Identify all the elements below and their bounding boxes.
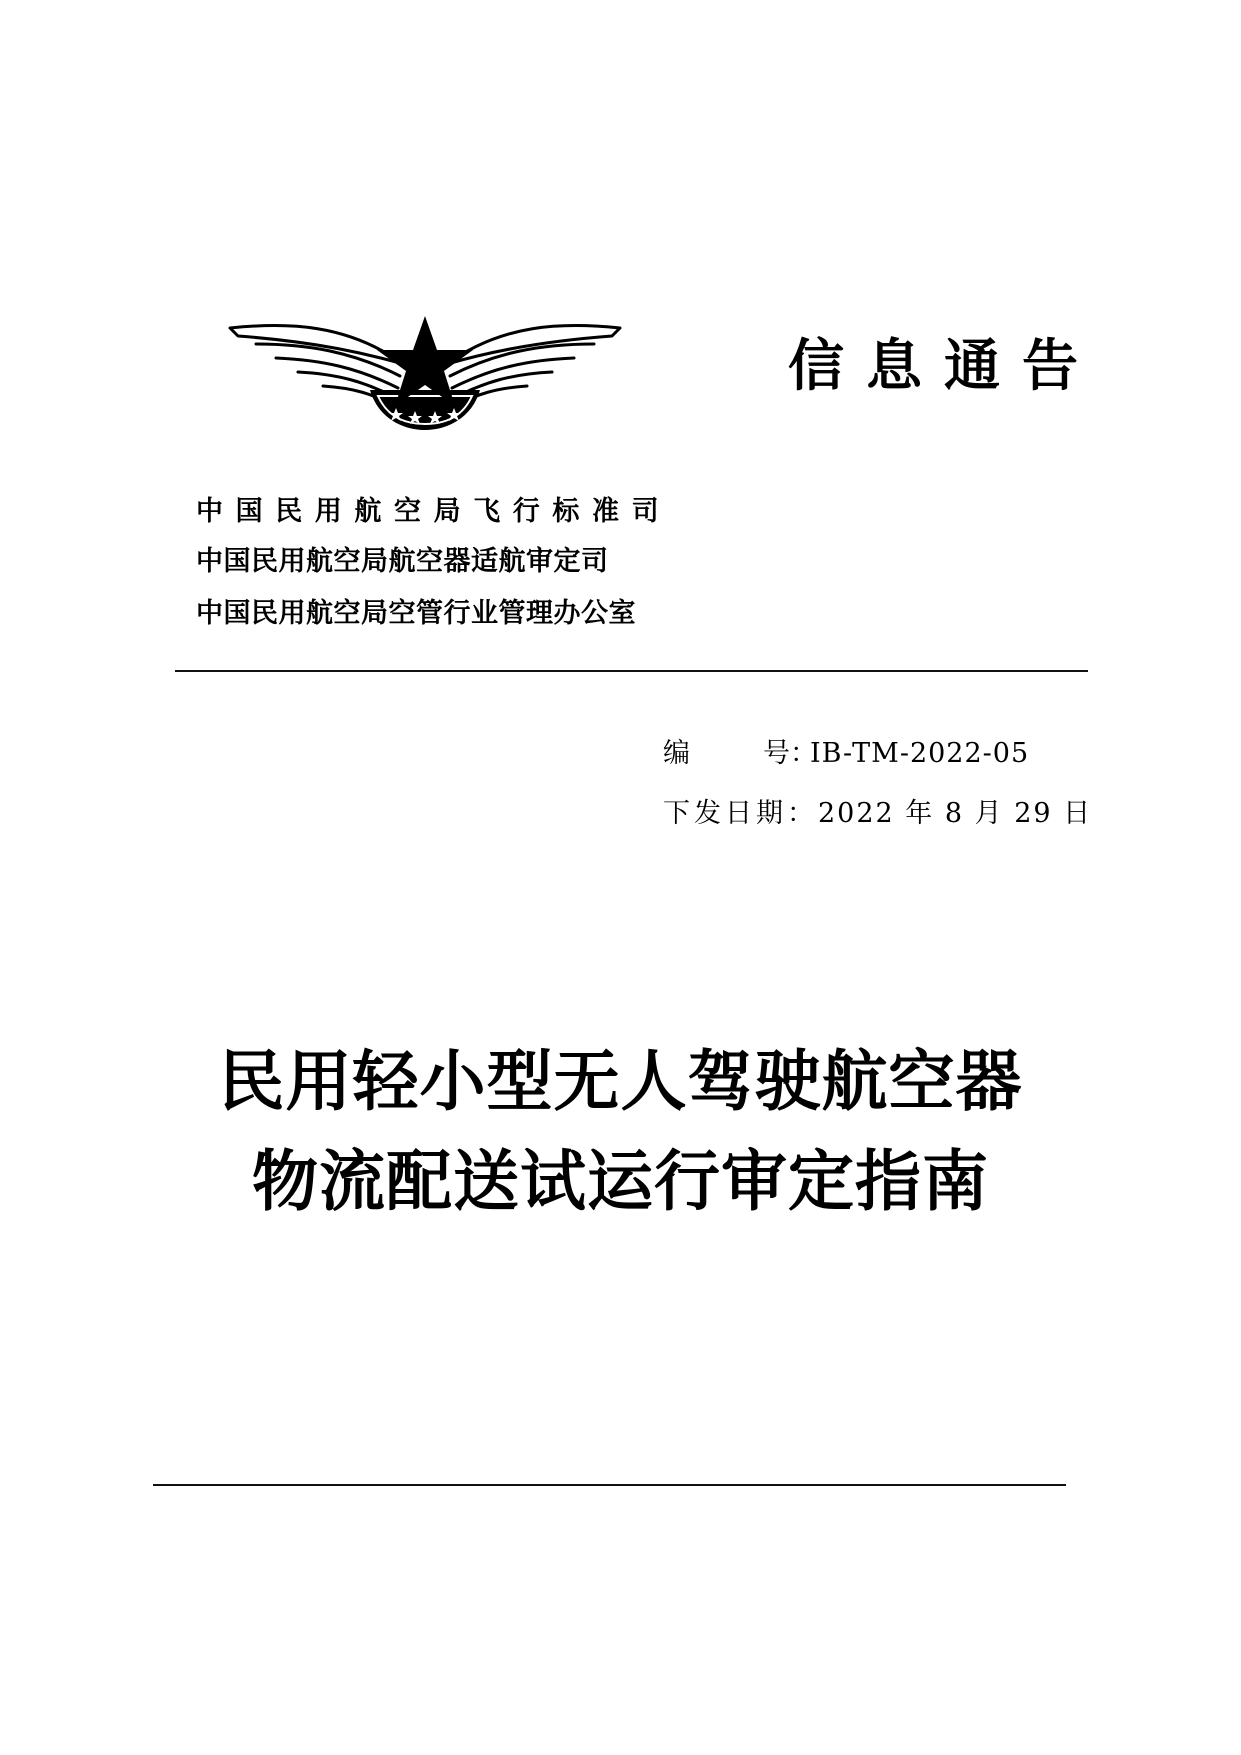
issuer-atm-regulation-office: 中国民用航空局空管行业管理办公室 xyxy=(196,598,636,629)
document-type-heading: 信息通告 xyxy=(788,333,1100,399)
document-number-label: 编 号： xyxy=(663,738,817,769)
issuer-flight-standards: 中国民用航空局飞行标准司 xyxy=(196,496,672,527)
issue-date-label: 下发日期： xyxy=(663,798,818,829)
caac-emblem-logo xyxy=(228,314,622,432)
document-number-value: IB-TM-2022-05 xyxy=(810,738,1030,769)
header-divider xyxy=(175,670,1088,672)
issue-date-value: 2022 年 8 月 29 日 xyxy=(818,798,1093,829)
document-title-line-2: 物流配送试运行审定指南 xyxy=(252,1142,989,1220)
footer-divider xyxy=(153,1484,1066,1486)
issuer-airworthiness-certification: 中国民用航空局航空器适航审定司 xyxy=(196,546,609,577)
issue-date-row xyxy=(663,800,1092,827)
document-title-line-1: 民用轻小型无人驾驶航空器 xyxy=(218,1042,1023,1120)
document-number-row xyxy=(663,740,1029,767)
